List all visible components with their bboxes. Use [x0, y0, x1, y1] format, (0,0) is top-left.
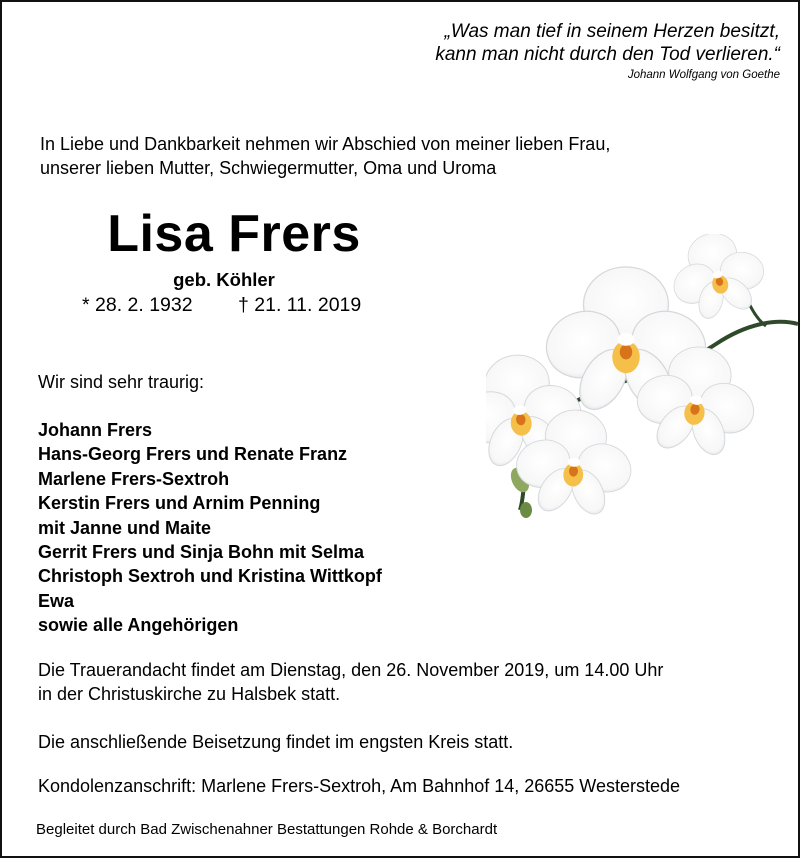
goethe-quote — [435, 20, 780, 83]
service-line-1: Die Trauerandacht findet am Dienstag, den 26. November 2019, um 14.00 Uhr — [38, 660, 664, 680]
service-details — [38, 658, 663, 706]
mourners-intro: Wir sind sehr traurig: — [38, 372, 205, 392]
list-item: Christoph Sextroh und Kristina Wittkopf — [38, 566, 382, 587]
maiden-name: geb. Köhler — [173, 269, 275, 290]
list-item: Johann Frers — [38, 420, 153, 440]
list-item: Marlene Frers-Sextroh — [38, 468, 230, 489]
list-item: sowie alle Angehörigen — [38, 615, 239, 636]
list-item: Gerrit Frers und Sinja Bohn mit Selma — [38, 542, 365, 563]
intro-text — [40, 132, 610, 180]
service-line-2: in der Christuskirche zu Halsbek statt. — [38, 684, 341, 704]
list-item: Ewa — [38, 590, 75, 611]
mourners-list — [38, 418, 382, 638]
death-date: † 21. 11. 2019 — [238, 294, 362, 316]
funeral-home-credit: Begleitet durch Bad Zwischenahner Bestattungen Rohde & Borchardt — [36, 821, 498, 838]
list-item: Kerstin Frers und Arnim Penning — [38, 493, 321, 514]
birth-date: * 28. 2. 1932 — [82, 294, 193, 316]
intro-line-1: In Liebe und Dankbarkeit nehmen wir Abschied von meiner lieben Frau, — [40, 134, 611, 154]
list-item: Hans-Georg Frers und Renate Franz — [38, 444, 348, 465]
burial-note: Die anschließende Beisetzung findet im engsten Kreis statt. — [38, 732, 514, 752]
quote-author: Johann Wolfgang von Goethe — [627, 69, 780, 81]
condolence-address: Kondolenzanschrift: Marlene Frers-Sextroh, Am Bahnhof 14, 26655 Westerstede — [38, 776, 681, 796]
quote-line-1: „Was man tief in seinem Herzen besitzt, — [444, 21, 780, 42]
deceased-name: Lisa Frers — [107, 205, 361, 263]
orchid-icon — [486, 234, 800, 524]
quote-line-2: kann man nicht durch den Tod verlieren.“ — [435, 44, 780, 65]
intro-line-2: unserer lieben Mutter, Schwiegermutter, Oma und Uroma — [40, 158, 497, 178]
list-item: mit Janne und Maite — [38, 517, 212, 538]
